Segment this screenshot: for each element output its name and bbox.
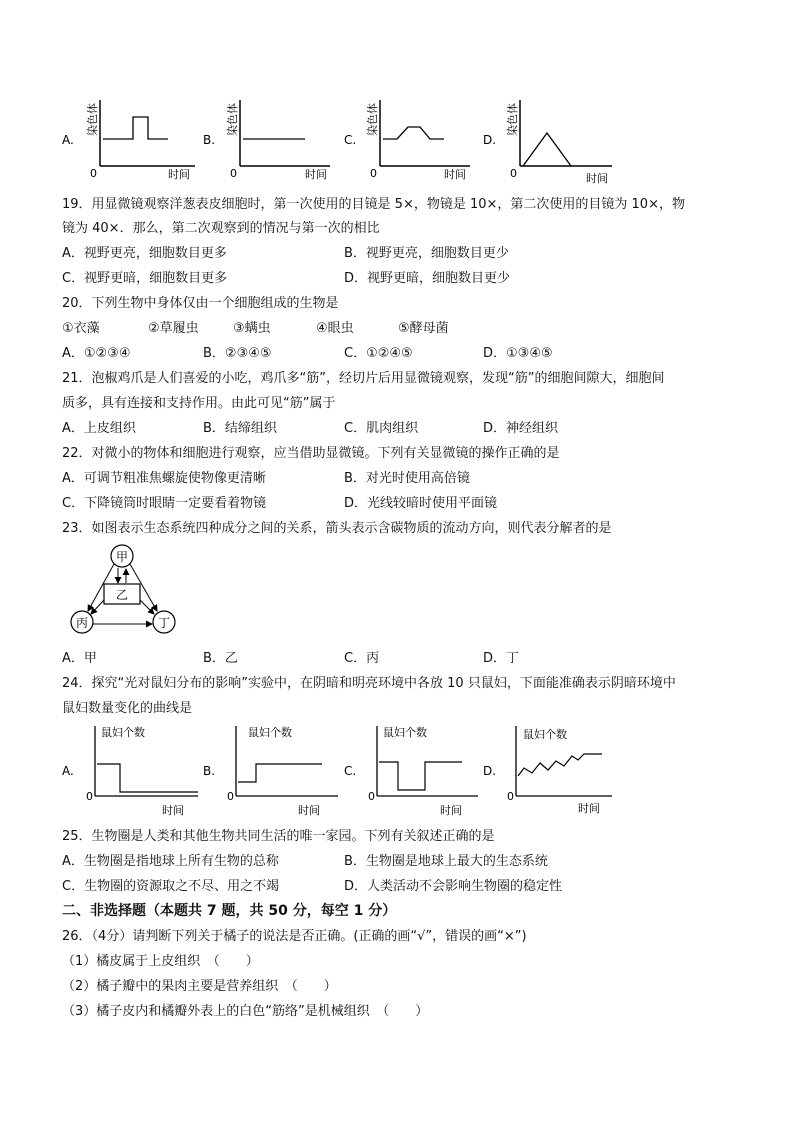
q20-item-3: ③螨虫 (233, 321, 271, 336)
q26-statement-1: （1）橘皮属于上皮组织 （ ） (62, 954, 259, 969)
q24-xlabel-b: 时间 (298, 804, 320, 817)
q18-curve-a (103, 117, 168, 139)
q23-option-a: A．甲 (62, 651, 97, 666)
q20-option-b: B．②③④⑤ (203, 346, 272, 361)
q24-xlabel-a: 时间 (162, 804, 184, 817)
q24-curve-d (518, 754, 602, 776)
q18-curve-d (523, 133, 571, 166)
q24-letter-a: A. (62, 764, 74, 778)
q24-xlabel-c: 时间 (440, 804, 462, 817)
q23-option-b: B．乙 (203, 651, 238, 666)
q24-origin-a: 0 (86, 790, 93, 803)
q24-chart-d (483, 726, 612, 815)
q25-option-a: A．生物圈是指地球上所有生物的总称 (62, 854, 279, 869)
q23-node-top: 甲 (116, 550, 129, 564)
q19-option-a: A．视野更亮，细胞数目更多 (62, 246, 227, 261)
q20-item-5: ⑤酵母菌 (398, 321, 449, 336)
q19-stem-line1: 19．用显微镜观察洋葱表皮细胞时，第一次使用的目镜是 5×，物镜是 10×，第二次使用的目镜为 10×，物 (62, 197, 685, 212)
q24-origin-b: 0 (227, 790, 234, 803)
q22-option-b: B．对光时使用高倍镜 (344, 471, 470, 486)
q24-letter-d: D. (483, 764, 497, 778)
q18-chart-d (483, 100, 612, 185)
q19-option-c: C．视野更暗，细胞数目更多 (62, 271, 228, 286)
q18-ylabel-a: 染色体 (86, 103, 99, 136)
q24-chart-c (344, 725, 478, 817)
q20-stem: 20．下列生物中身体仅由一个细胞组成的生物是 (62, 296, 339, 311)
q24-chart-a (62, 725, 198, 817)
q24-origin-c: 0 (368, 790, 375, 803)
q18-xlabel-c: 时间 (444, 168, 466, 181)
q23-node-center: 乙 (116, 588, 129, 602)
q20-item-4: ④眼虫 (316, 321, 354, 336)
q20-option-d: D．①③④⑤ (483, 346, 553, 361)
q18-ylabel-c: 染色体 (366, 103, 379, 136)
q18-origin-c: 0 (370, 167, 377, 180)
q18-origin-a: 0 (90, 167, 97, 180)
q24-chart-b (203, 725, 338, 817)
q24-ylabel-d: 鼠妇个数 (523, 728, 567, 741)
q24-curve-a (97, 764, 198, 792)
q18-letter-a: A. (62, 133, 74, 147)
q24-ylabel-a: 鼠妇个数 (101, 726, 145, 739)
q23-ecosystem-diagram (60, 542, 190, 642)
q24-xlabel-d: 时间 (578, 802, 600, 815)
q18-xlabel-d: 时间 (586, 172, 608, 185)
q24-stem-line2: 鼠妇数量变化的曲线是 (62, 701, 193, 716)
q18-ylabel-b: 染色体 (226, 103, 239, 136)
section-heading-nonchoice: 二、非选择题（本题共 7 题，共 50 分，每空 1 分） (62, 903, 397, 919)
q19-option-d: D．视野更暗，细胞数目更少 (344, 271, 511, 286)
q18-letter-b: B. (203, 133, 216, 147)
q24-letter-b: B. (203, 764, 216, 778)
q19-stem-line2: 镜为 40×．那么，第二次观察到的情况与第一次的相比 (62, 221, 380, 236)
q22-option-d: D．光线较暗时使用平面镜 (344, 496, 498, 511)
q23-option-d: D．丁 (483, 651, 520, 666)
q23-node-left: 丙 (76, 616, 89, 630)
q18-letter-d: D. (483, 133, 497, 147)
q22-option-c: C．下降镜筒时眼睛一定要看着物镜 (62, 496, 267, 511)
q18-chart-b (203, 100, 330, 181)
q21-option-b: B．结缔组织 (203, 421, 277, 436)
q24-ylabel-c: 鼠妇个数 (383, 726, 427, 739)
q25-option-d: D．人类活动不会影响生物圈的稳定性 (344, 879, 563, 894)
q18-chart-a (62, 100, 195, 181)
q26-stem: 26．（4分）请判断下列关于橘子的说法是否正确。(正确的画“√”，错误的画“×”) (62, 929, 527, 944)
q18-letter-c: C. (344, 133, 357, 147)
q18-option-charts (0, 0, 794, 190)
q24-option-charts (0, 720, 794, 820)
q18-ylabel-d: 染色体 (506, 103, 519, 136)
q21-stem-line1: 21．泡椒鸡爪是人们喜爱的小吃，鸡爪多“筋”，经切片后用显微镜观察，发现“筋”的细胞间隙大，细胞间 (62, 371, 665, 386)
q23-option-c: C．丙 (344, 651, 380, 666)
q20-item-2: ②草履虫 (148, 321, 199, 336)
q24-curve-c (379, 762, 462, 790)
q22-option-a: A．可调节粗准焦螺旋使物像更清晰 (62, 471, 266, 486)
q18-curve-c (383, 127, 444, 139)
q23-stem: 23．如图表示生态系统四种成分之间的关系，箭头表示含碳物质的流动方向，则代表分解者的是 (62, 521, 612, 536)
q26-statement-2: （2）橘子瓣中的果肉主要是营养组织 （ ） (62, 979, 337, 994)
q18-xlabel-a: 时间 (168, 168, 190, 181)
q18-chart-c (344, 100, 470, 181)
q24-ylabel-b: 鼠妇个数 (248, 726, 292, 739)
q21-option-a: A．上皮组织 (62, 421, 136, 436)
q20-item-1: ①衣藻 (62, 321, 100, 336)
q25-stem: 25．生物圈是人类和其他生物共同生活的唯一家园。下列有关叙述正确的是 (62, 829, 495, 844)
q21-option-c: C．肌肉组织 (344, 421, 419, 436)
q22-stem: 22．对微小的物体和细胞进行观察，应当借助显微镜。下列有关显微镜的操作正确的是 (62, 446, 560, 461)
q19-option-b: B．视野更亮，细胞数目更少 (344, 246, 509, 261)
q18-origin-b: 0 (230, 167, 237, 180)
q20-option-a: A．①②③④ (62, 346, 131, 361)
q21-stem-line2: 质多，具有连接和支持作用。由此可见“筋”属于 (62, 396, 336, 411)
q21-option-d: D．神经组织 (483, 421, 559, 436)
q25-option-b: B．生物圈是地球上最大的生态系统 (344, 854, 548, 869)
q25-option-c: C．生物圈的资源取之不尽、用之不竭 (62, 879, 280, 894)
q24-letter-c: C. (344, 764, 357, 778)
q23-node-right: 丁 (158, 616, 171, 630)
q18-xlabel-b: 时间 (305, 168, 327, 181)
q20-option-c: C．①②④⑤ (344, 346, 413, 361)
q26-statement-3: （3）橘子皮内和橘瓣外表上的白色“筋络”是机械组织 （ ） (62, 1004, 429, 1019)
q24-origin-d: 0 (507, 790, 514, 803)
q18-origin-d: 0 (510, 167, 517, 180)
q24-curve-b (238, 764, 322, 782)
q24-stem-line1: 24．探究“光对鼠妇分布的影响”实验中，在阴暗和明亮环境中各放 10 只鼠妇，下面能准确表示阴暗环境中 (62, 676, 676, 691)
